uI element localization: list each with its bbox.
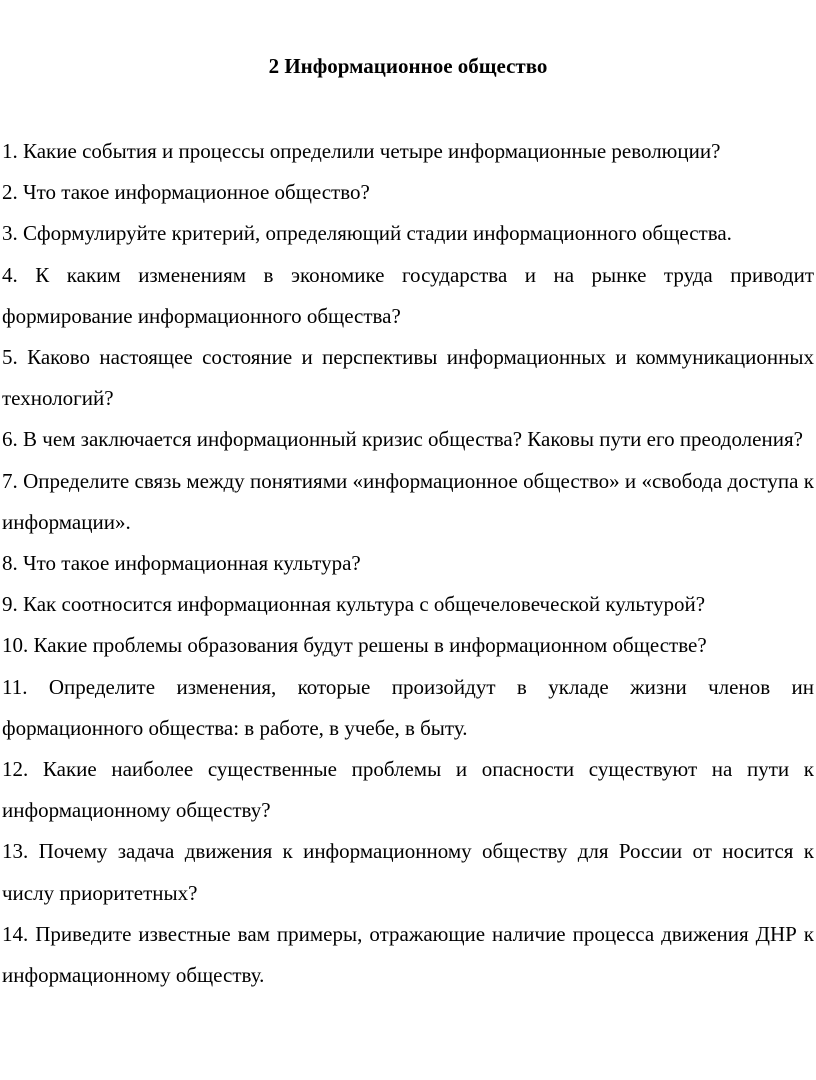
question-item: 10. Какие проблемы образования будут решены в информационном обществе? (2, 633, 707, 658)
question-item: 3. Сформулируйте критерий, определяющий стадии информационного общества. (2, 221, 732, 246)
question-item: 14. Приведите известные вам примеры, отражающие наличие процесса движения ДНР к информационному обществу. (2, 921, 814, 988)
question-item: 12. Какие наиболее существенные проблемы и опасности существуют на пути к информационному обществу? (2, 757, 814, 823)
question-item: 11. Определите изменения, которые произойдут в укладе жизни членов ин формационного общества: в работе, в учебе, в быту. (2, 674, 814, 740)
question-item: 1. Какие события и процессы определили четыре информационные революции? (2, 139, 721, 163)
question-item: 8. Что такое информационная культура? (2, 551, 361, 576)
question-item: 4. К каким изменениям в экономике государства и на рынке труда приводит формирование информационного общества? (2, 262, 814, 328)
question-item: 13. Почему задача движения к информационному обществу для России от носится к числу приоритетных? (2, 839, 814, 905)
document-title: 2 Информационное общество (268, 54, 548, 78)
question-item: 9. Как соотносится информационная культура с общечеловеческой культурой? (2, 592, 706, 617)
question-item: 5. Каково настоящее состояние и перспективы информационных и коммуникационных технологий? (2, 345, 814, 411)
question-item: 2. Что такое информационное общество? (2, 180, 370, 205)
question-list (2, 131, 814, 996)
question-item: 7. Определите связь между понятиями «информационное общество» и «свобода доступа к информации». (2, 468, 814, 534)
question-item: 6. В чем заключается информационный кризис общества? Каковы пути его преодоления? (2, 427, 803, 452)
